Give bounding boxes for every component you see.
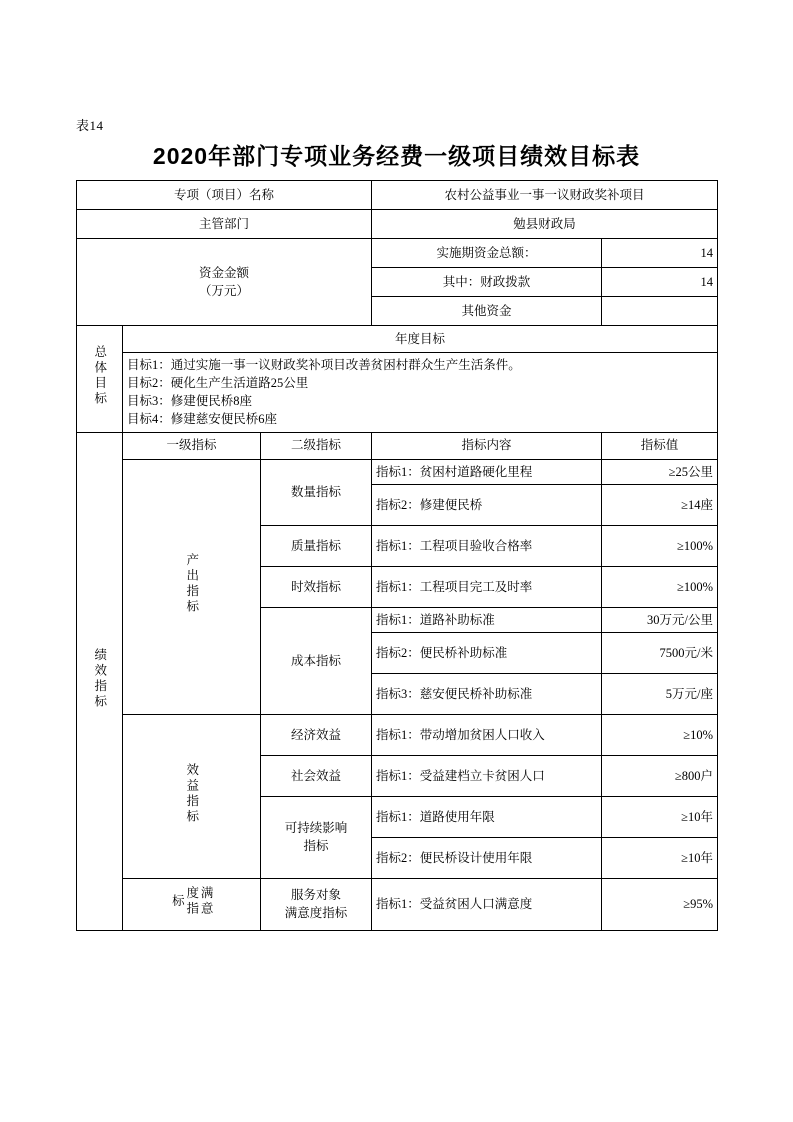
indicator-content: 指标1：贫困村道路硬化里程 [372,459,602,484]
indicator-content: 指标1：道路补助标准 [372,607,602,632]
level1-indicator: 效益指标 [123,714,261,878]
project-name-label: 专项（项目）名称 [77,181,372,210]
level2-indicator: 质量指标 [261,525,372,566]
indicator-content: 指标2：便民桥补助标准 [372,632,602,673]
indicator-content: 指标3：慈安便民桥补助标准 [372,673,602,714]
indicator-content: 指标1：受益建档立卡贫困人口 [372,755,602,796]
department-value: 勉县财政局 [372,210,718,239]
fund-item-value: 14 [602,239,718,268]
level2-indicator-line1: 服务对象 [291,888,342,903]
column-header-value: 指标值 [602,432,718,459]
fund-item-name: 其他资金 [372,297,602,326]
level1-indicator: 满意度指标 [123,878,261,930]
table-row-indicator [77,878,718,930]
funds-label-line2: （万元） [199,284,250,298]
level1-indicator: 产出指标 [123,459,261,714]
indicator-value: ≥10年 [602,837,718,878]
level2-indicator: 经济效益 [261,714,372,755]
indicator-value: ≥14座 [602,484,718,525]
indicator-content: 指标1：受益贫困人口满意度 [372,878,602,930]
level2-indicator: 时效指标 [261,566,372,607]
fund-item-name: 实施期资金总额： [372,239,602,268]
goal-line: 目标2：硬化生产生活道路25公里 [127,376,309,391]
level2-indicator: 数量指标 [261,459,372,525]
table-row-annual-goal-header [77,326,718,353]
goal-line: 目标3：修建便民桥8座 [127,394,253,409]
table-row-indicator [77,714,718,755]
indicator-content: 指标1：工程项目完工及时率 [372,566,602,607]
table-row-annual-goal-body [77,353,718,433]
table-row-indicator-header [77,432,718,459]
indicator-content: 指标1：带动增加贫困人口收入 [372,714,602,755]
funds-label [77,239,372,326]
annual-goal-header: 年度目标 [123,326,718,353]
table-label: 表14 [76,118,104,133]
indicator-value: 7500元/米 [602,632,718,673]
fund-item-value [602,297,718,326]
column-header-content: 指标内容 [372,432,602,459]
table-row-department [77,210,718,239]
fund-item-value: 14 [602,268,718,297]
indicator-value: ≥800户 [602,755,718,796]
indicator-value: ≥10年 [602,796,718,837]
performance-side-label: 绩效指标 [77,432,123,930]
table-row-fund-total [77,239,718,268]
level2-indicator: 社会效益 [261,755,372,796]
performance-target-table [76,180,718,931]
indicator-content: 指标1：工程项目验收合格率 [372,525,602,566]
table-row-indicator [77,459,718,484]
indicator-content: 指标2：便民桥设计使用年限 [372,837,602,878]
annual-goal-list [123,353,718,433]
level2-indicator [261,878,372,930]
indicator-value: ≥100% [602,566,718,607]
indicator-value: ≥10% [602,714,718,755]
page-title: 2020年部门专项业务经费一级项目绩效目标表 [152,143,641,169]
indicator-content: 指标2：修建便民桥 [372,484,602,525]
indicator-content: 指标1：道路使用年限 [372,796,602,837]
indicator-value: ≥100% [602,525,718,566]
level2-indicator [261,796,372,878]
indicator-value: ≥95% [602,878,718,930]
goal-line: 目标4：修建慈安便民桥6座 [127,412,278,427]
funds-label-line1: 资金金额 [199,265,250,280]
indicator-value: ≥25公里 [602,459,718,484]
indicator-value: 5万元/座 [602,673,718,714]
table-row-project-name [77,181,718,210]
indicator-value: 30万元/公里 [602,607,718,632]
column-header-level2: 二级指标 [261,432,372,459]
column-header-level1: 一级指标 [123,432,261,459]
overall-goal-side-label: 总体目标 [77,326,123,433]
goal-line: 目标1：通过实施一事一议财政奖补项目改善贫困村群众生产生活条件。 [127,358,521,372]
department-label: 主管部门 [77,210,372,239]
level2-indicator-line2: 指标 [303,839,329,854]
level2-indicator-line1: 可持续影响 [284,821,348,836]
level2-indicator-line2: 满意度指标 [284,906,348,921]
fund-item-name: 其中：财政拨款 [372,268,602,297]
level2-indicator: 成本指标 [261,607,372,714]
project-name-value: 农村公益事业一事一议财政奖补项目 [372,181,718,210]
